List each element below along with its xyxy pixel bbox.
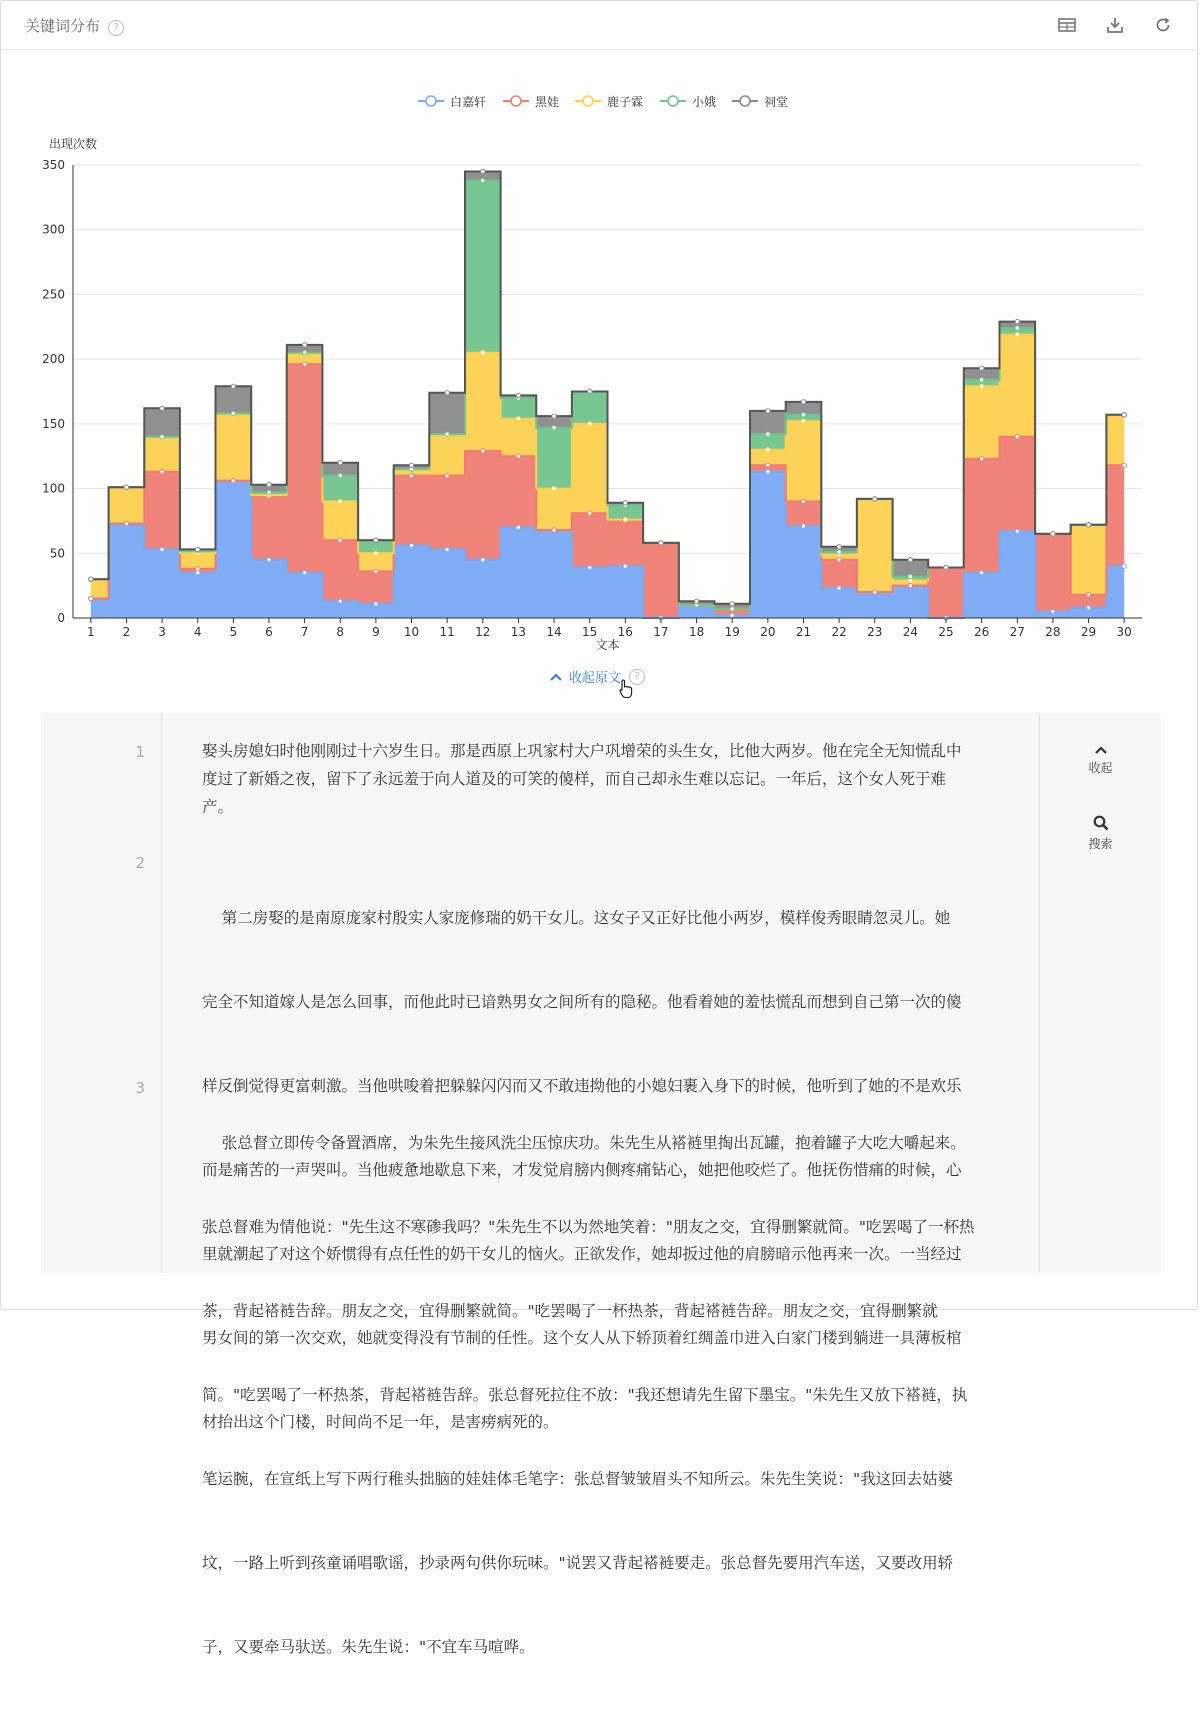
data-point	[766, 463, 770, 467]
x-tick-label: 17	[653, 625, 669, 639]
x-tick-label: 15	[582, 625, 598, 639]
text-line: 材抬出这个门楼，时间尚不足一年，是害痨病死的。	[202, 1413, 559, 1431]
x-tick-label: 1	[86, 625, 95, 639]
x-tick-label: 27	[1009, 625, 1025, 639]
data-point	[587, 565, 591, 569]
x-tick-label: 29	[1080, 625, 1097, 639]
data-point	[587, 422, 591, 426]
y-tick-label: 200	[42, 352, 65, 367]
original-text-panel	[41, 713, 1161, 1656]
chart-area	[1, 50, 1199, 660]
x-tick-label: 24	[902, 625, 919, 639]
paragraph	[202, 737, 1002, 821]
data-point	[730, 613, 734, 617]
x-tick-label: 7	[300, 625, 309, 639]
x-tick-label: 26	[974, 625, 990, 639]
x-tick-label: 22	[831, 625, 847, 639]
data-point	[1015, 319, 1019, 323]
data-point	[196, 547, 200, 551]
data-point	[552, 414, 556, 418]
legend-marker	[740, 96, 750, 106]
data-point	[1086, 605, 1090, 609]
data-point	[160, 470, 164, 474]
collapse-text-label: 收起原文	[569, 671, 622, 686]
data-point	[481, 178, 485, 182]
legend-label: 鹿子霖	[607, 95, 644, 109]
data-point	[979, 457, 983, 461]
data-point	[302, 350, 306, 354]
legend-label: 白嘉轩	[450, 95, 487, 109]
paragraph	[202, 1073, 1002, 1717]
legend-marker	[511, 96, 521, 106]
text-line: 而是痛苦的一声哭叫。当他疲惫地歇息下来，才发觉肩膀内侧疼痛钻心，她把他咬烂了。他抚伤惜痛的时候，心	[202, 1161, 962, 1179]
text-line: 坟，一路上听到孩童诵唱歌谣，抄录两句供你玩味。"说罢又背起褡裢要走。张总督先要用汽车送，又要改用轿	[202, 1554, 954, 1572]
download-button[interactable]	[1103, 15, 1127, 35]
data-point	[552, 528, 556, 532]
data-point	[302, 343, 306, 347]
text-line: 张总督难为情他说："先生这不寒碜我吗？"朱先生不以为然地笑着："朋友之交，宜得删繁就简。"吃罢喝了一杯热	[202, 1218, 975, 1236]
y-tick-label: 250	[42, 287, 65, 302]
data-point	[659, 541, 663, 545]
data-point	[1015, 529, 1019, 533]
data-point	[302, 571, 306, 575]
data-point	[267, 482, 271, 486]
data-point	[267, 558, 271, 562]
paragraph-number: 1	[135, 743, 145, 761]
data-point	[908, 558, 912, 562]
data-point	[837, 586, 841, 590]
legend-label: 祠堂	[764, 95, 789, 109]
line-number-gutter	[41, 713, 162, 1273]
data-point	[623, 501, 627, 505]
table-view-button[interactable]	[1055, 15, 1079, 35]
stacked-step-area-chart	[1, 50, 1199, 660]
x-tick-label: 4	[193, 625, 202, 639]
data-point	[409, 473, 413, 477]
data-point	[1051, 609, 1055, 613]
x-tick-label: 18	[688, 625, 705, 639]
x-tick-label: 19	[724, 625, 740, 639]
data-point	[694, 599, 698, 603]
text-line: 茶，背起褡裢告辞。朋友之交，宜得删繁就简。"吃罢喝了一杯热茶，背起褡裢告辞。朋友之交，宜得删繁就	[202, 1302, 938, 1320]
data-point	[1122, 413, 1126, 417]
data-point	[231, 479, 235, 483]
chevron-up-icon	[1094, 745, 1108, 755]
y-tick-label: 150	[42, 416, 65, 431]
y-tick-label: 0	[57, 611, 65, 625]
x-tick-label: 12	[475, 625, 491, 639]
data-point	[979, 384, 983, 388]
data-point	[124, 521, 128, 525]
data-point	[587, 511, 591, 515]
x-tick-label: 13	[510, 625, 527, 639]
data-point	[302, 362, 306, 366]
legend-label: 黑娃	[535, 95, 560, 109]
chevron-up-icon	[549, 672, 563, 682]
data-point	[908, 574, 912, 578]
search-button[interactable]	[1040, 815, 1161, 852]
collapse-button[interactable]	[1040, 745, 1161, 776]
data-point	[873, 590, 877, 594]
data-point	[160, 547, 164, 551]
data-point	[979, 378, 983, 382]
data-point	[338, 599, 342, 603]
legend-label: 小娥	[692, 95, 717, 109]
x-tick-label: 25	[938, 625, 954, 639]
x-tick-label: 28	[1045, 625, 1061, 639]
data-point	[89, 577, 93, 581]
paragraph-number: 3	[135, 1079, 145, 1097]
legend-marker	[668, 96, 678, 106]
data-point	[89, 596, 93, 600]
data-point	[837, 545, 841, 549]
y-tick-label: 100	[42, 481, 65, 496]
x-tick-label: 3	[158, 625, 166, 639]
data-point	[552, 486, 556, 490]
x-tick-label: 20	[760, 625, 776, 639]
text-line: 里就潮起了对这个娇惯得有点任性的奶干女儿的恼火。正欲发作，她却扳过他的肩膀暗示他再来一次。一当经过	[202, 1245, 962, 1263]
data-point	[445, 432, 449, 436]
data-point	[409, 543, 413, 547]
data-point	[374, 538, 378, 542]
data-point	[766, 409, 770, 413]
x-tick-label: 10	[403, 625, 420, 639]
text-content	[162, 713, 1040, 1656]
x-tick-label: 16	[617, 625, 633, 639]
x-tick-label: 21	[795, 625, 812, 639]
data-point	[801, 419, 805, 423]
data-point	[801, 499, 805, 503]
x-tick-label: 6	[265, 625, 273, 639]
collapse-button-label: 收起	[1088, 761, 1113, 775]
data-point	[1086, 523, 1090, 527]
card-title	[25, 15, 124, 36]
data-point	[338, 499, 342, 503]
data-point	[374, 569, 378, 573]
text-line: 男女间的第一次交欢，她就变得没有节制的任性。这个女人从下轿顶着红绸盖巾进入白家门楼到躺进一具薄板棺	[202, 1329, 962, 1347]
data-point	[730, 607, 734, 611]
text-line: 样反倒觉得更富刺激。当他哄唆着把躲躲闪闪而又不敢违拗他的小媳妇裹入身下的时候，他听到了她的不是欢乐	[202, 1077, 962, 1095]
data-point	[516, 393, 520, 397]
text-line: 子，又要牵马驮送。朱先生说："不宜车马喧哗。	[202, 1638, 535, 1656]
data-point	[160, 406, 164, 410]
y-axis-title: 出现次数	[49, 137, 98, 151]
data-point	[516, 454, 520, 458]
data-point	[908, 583, 912, 587]
legend-marker	[583, 96, 593, 106]
search-icon	[1093, 815, 1109, 831]
x-tick-label: 23	[867, 625, 883, 639]
data-point	[766, 432, 770, 436]
text-line: 张总督立即传令备置酒席，为朱先生接风洗尘压惊庆功。朱先生从褡裢里掏出瓦罐，抱着罐子大吃大嚼起来。	[202, 1134, 966, 1152]
hand-cursor-icon	[619, 679, 633, 699]
data-point	[552, 426, 556, 430]
data-point	[445, 473, 449, 477]
data-point	[837, 558, 841, 562]
data-point	[944, 565, 948, 569]
card-title-text: 关键词分布	[25, 17, 101, 35]
text-line: 完全不知道嫁人是怎么回事，而他此时已谙熟男女之间所有的隐秘。他看着她的羞怯慌乱而想到自己第一次的傻	[202, 993, 962, 1011]
data-point	[338, 460, 342, 464]
data-point	[801, 413, 805, 417]
data-point	[730, 602, 734, 606]
chart-toolbar	[1055, 15, 1175, 35]
data-point	[267, 490, 271, 494]
data-point	[481, 350, 485, 354]
data-point	[801, 400, 805, 404]
data-point	[801, 524, 805, 528]
data-point	[1015, 435, 1019, 439]
data-point	[873, 497, 877, 501]
y-tick-label: 50	[49, 546, 65, 561]
data-point	[481, 449, 485, 453]
data-point	[623, 564, 627, 568]
data-point	[409, 463, 413, 467]
data-point	[231, 384, 235, 388]
data-point	[196, 567, 200, 571]
x-tick-label: 14	[546, 625, 562, 639]
text-line: 产。	[202, 798, 234, 816]
card-header	[1, 1, 1197, 50]
data-point	[1122, 564, 1126, 568]
refresh-button[interactable]	[1151, 15, 1175, 35]
side-actions	[1040, 713, 1161, 1273]
x-tick-label: 30	[1116, 625, 1132, 639]
data-point	[374, 551, 378, 555]
data-point	[1122, 463, 1126, 467]
data-point	[516, 416, 520, 420]
y-tick-label: 300	[42, 222, 65, 237]
x-tick-label: 5	[229, 625, 238, 639]
data-point	[1086, 593, 1090, 597]
x-tick-label: 11	[439, 625, 455, 639]
data-point	[231, 411, 235, 415]
x-axis-title: 文本	[595, 638, 620, 652]
data-point	[516, 525, 520, 529]
data-point	[1015, 326, 1019, 330]
x-tick-label: 8	[336, 625, 345, 639]
data-point	[766, 448, 770, 452]
text-line: 第二房娶的是南原庞家村殷实人家庞修瑞的奶干女儿。这女子又正好比他小两岁，模样俊秀眼睛忽灵儿。她	[202, 909, 951, 927]
text-line: 简。"吃罢喝了一杯热茶，背起褡裢告辞。张总督死拉住不放："我还想请先生留下墨宝。"朱先生又放下褡裢，执	[202, 1386, 968, 1404]
search-button-label: 搜索	[1088, 837, 1113, 851]
data-point	[445, 547, 449, 551]
data-point	[587, 389, 591, 393]
question-circle-icon[interactable]: ?	[108, 20, 124, 36]
data-point	[481, 169, 485, 173]
data-point	[1015, 332, 1019, 336]
data-point	[837, 550, 841, 554]
text-line: 度过了新婚之夜，留下了永远羞于向人道及的可笑的傻样，而自己却永生难以忘记。一年后，这个女人死于难	[202, 770, 947, 788]
x-tick-label: 9	[372, 625, 380, 639]
data-point	[481, 558, 485, 562]
data-point	[160, 435, 164, 439]
text-line: 娶头房媳妇时他刚刚过十六岁生日。那是西原上巩家村大户巩增荣的头生女，比他大两岁。他在完全无知慌乱中	[202, 742, 962, 760]
refresh-icon	[1155, 17, 1171, 33]
data-point	[766, 470, 770, 474]
paragraph-number: 2	[135, 854, 145, 872]
text-line: 笔运腕，在宣纸上写下两行稚头拙脑的娃娃体毛笔字：张总督皱皱眉头不知所云。朱先生笑说："我这回去姑婆	[202, 1470, 954, 1488]
x-tick-label: 2	[122, 625, 131, 639]
legend-marker	[426, 96, 436, 106]
data-point	[338, 538, 342, 542]
data-point	[338, 473, 342, 477]
data-point	[124, 485, 128, 489]
y-tick-label: 350	[42, 158, 65, 172]
data-point	[1051, 532, 1055, 536]
question-circle-icon[interactable]: ?	[629, 669, 645, 685]
data-point	[445, 391, 449, 395]
data-point	[374, 602, 378, 606]
data-point	[979, 571, 983, 575]
data-point	[623, 517, 627, 521]
download-icon	[1107, 17, 1123, 33]
data-point	[979, 366, 983, 370]
table-view-icon	[1058, 18, 1076, 32]
